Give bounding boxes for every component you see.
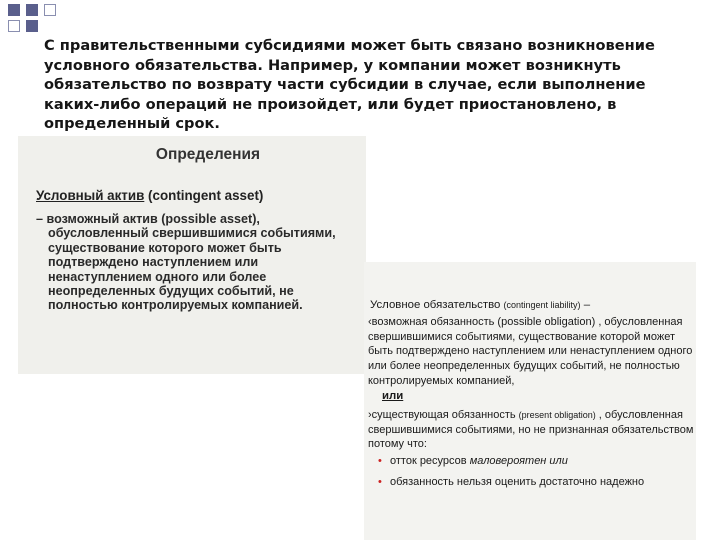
definition-rest: обусловленный свершившимися событиями, существование которого может быть подтверждено наступлением или ненаступлением одного или более неопределенных будущих событий, не полностью контролируемых компанией. bbox=[48, 226, 336, 313]
liability-para-2 bbox=[368, 408, 694, 452]
term-ru: Условный актив bbox=[36, 188, 145, 203]
para2-rest: , обусловленная свершившимися событиями, но не признанная обязательством потому что: bbox=[368, 409, 694, 451]
term-en: (contingent asset) bbox=[144, 188, 264, 203]
deco-square bbox=[26, 20, 38, 32]
para2-start: ›существующая обязанность bbox=[368, 409, 516, 421]
decorative-squares bbox=[0, 0, 60, 40]
bullet-text: обязанность нельзя оценить достаточно надежно bbox=[390, 475, 645, 488]
contingent-liability-panel bbox=[364, 262, 696, 540]
liability-title-ru: Условное обязательство bbox=[370, 299, 501, 311]
deco-square bbox=[44, 4, 56, 16]
bullet-item bbox=[378, 475, 696, 490]
liability-para-1: ‹возможная обязанность (possible obligation) , обусловленная свершившимися событиями, существование которой может быть подтверждено наступлением или ненаступлением одного или более неопределенных будущих событий, не полностью контролируемых компанией, bbox=[368, 316, 693, 387]
term-contingent-asset bbox=[36, 188, 263, 203]
definition-first-line: – возможный актив (possible asset), bbox=[36, 212, 260, 226]
definition-contingent-asset bbox=[36, 212, 362, 313]
liability-bullets bbox=[378, 454, 696, 495]
bullet-item bbox=[378, 454, 696, 469]
liability-title-dash: – bbox=[580, 299, 591, 311]
bullet-dot-icon: • bbox=[378, 455, 382, 467]
deco-square bbox=[8, 4, 20, 16]
liability-connector: или bbox=[382, 390, 404, 402]
definitions-panel bbox=[18, 136, 366, 374]
liability-title-en: (contingent liability) bbox=[503, 300, 581, 310]
definitions-heading: Определения bbox=[155, 146, 261, 163]
liability-title bbox=[370, 298, 702, 313]
intro-paragraph: С правительственными субсидиями может быть связано возникновение условного обязательства. Например, у компании может возникнуть обязательство по возврату части субсидии в случае, если выполнение каких-либо операций не произойдет, или будет приостановлено, в определенный срок. bbox=[44, 37, 655, 133]
deco-square bbox=[26, 4, 38, 16]
bullet-dot-icon: • bbox=[378, 475, 382, 488]
para2-en: (present obligation) bbox=[518, 410, 596, 420]
bullet-italic: маловероятен или bbox=[469, 455, 568, 467]
deco-square bbox=[8, 20, 20, 32]
bullet-text: отток ресурсов bbox=[390, 455, 470, 467]
